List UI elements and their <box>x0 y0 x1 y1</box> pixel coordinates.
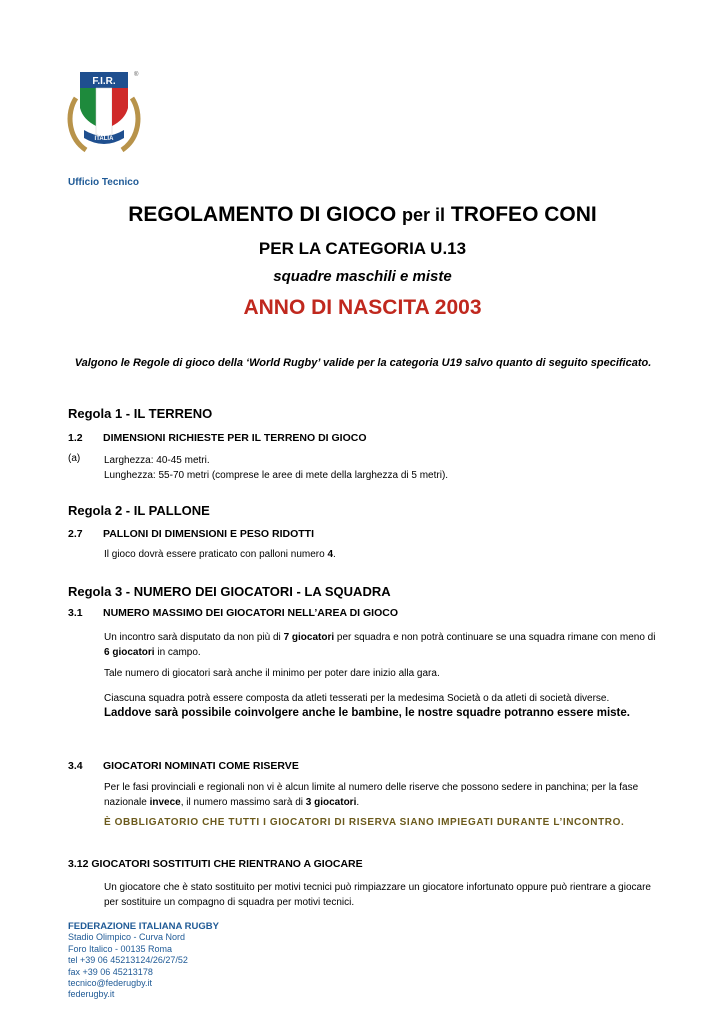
rule1-text: Larghezza: 40-45 metri. Lunghezza: 55-70 metri (comprese le aree di mete della larghezza di 5 metri). <box>104 455 449 481</box>
rule2-subheading: 2.7 PALLONI DI DIMENSIONI E PESO RIDOTTI <box>68 528 314 540</box>
rule1-subheading: 1.2 DIMENSIONI RICHIESTE PER IL TERRENO DI GIOCO <box>68 432 367 444</box>
rule2-heading: Regola 2 - IL PALLONE <box>68 503 210 518</box>
rule3-1-para2: Tale numero di giocatori sarà anche il minimo per poter dare inizio alla gara. <box>104 668 440 679</box>
intro-text: Valgono le Regole di gioco della ‘World Rugby’ valide per la categoria U19 salvo quanto di seguito specificato. <box>74 357 652 369</box>
doc-subtitle-teams: squadre maschili e miste <box>273 268 452 285</box>
rule3-heading: Regola 3 - NUMERO DEI GIOCATORI - LA SQUADRA <box>68 584 391 599</box>
rule3-1-subheading: 3.1 NUMERO MASSIMO DEI GIOCATORI NELL’AREA DI GIOCO <box>68 607 398 619</box>
footer-tel: tel +39 06 45213124/26/27/52 <box>68 955 188 966</box>
doc-subtitle-category: PER LA CATEGORIA U.13 <box>258 239 467 258</box>
rule3-4-para1: Per le fasi provinciali e regionali non vi è alcun limite al numero delle riserve che possono sedere in panchina; per la fase nazionale invece, il numero massimo sarà di 3 giocatori. <box>104 782 639 808</box>
doc-birth-year: ANNO DI NASCITA 2003 <box>243 296 482 319</box>
footer-address2: Foro Italico - 00135 Roma <box>68 943 173 954</box>
rule3-12-subheading: 3.12 GIOCATORI SOSTITUITI CHE RIENTRANO A GIOCARE <box>68 858 363 870</box>
rule3-4-mandatory-notice: È OBBLIGATORIO CHE TUTTI I GIOCATORI DI RISERVA SIANO IMPIEGATI DURANTE L’INCONTRO. <box>104 817 625 828</box>
office-label: Ufficio Tecnico <box>68 177 139 188</box>
rule1-item-label: (a) <box>68 453 81 464</box>
svg-text:ITALIA: ITALIA <box>94 136 114 142</box>
rule3-1-para3: Ciascuna squadra potrà essere composta da atleti tesserati per la medesima Società o da atleti di società diverse. Laddove sarà possibile coinvolgere anche le bambine, le nostre squadre potranno essere miste. <box>104 693 630 719</box>
rule2-text: Il gioco dovrà essere praticato con palloni numero 4. <box>104 549 336 560</box>
rule3-4-subheading: 3.4 GIOCATORI NOMINATI COME RISERVE <box>68 760 299 772</box>
footer-contacts <box>68 921 219 1001</box>
footer-org: FEDERAZIONE ITALIANA RUGBY <box>68 921 219 932</box>
rule3-12-para: Un giocatore che è stato sostituito per motivi tecnici può rimpiazzare un giocatore infortunato oppure può rientrare a giocare per sostituire un compagno di squadra per motivi tecnici. <box>104 882 651 908</box>
svg-text:F.I.R.: F.I.R. <box>92 76 116 87</box>
footer-email[interactable]: tecnico@federugby.it <box>68 978 153 989</box>
fir-logo <box>66 68 142 160</box>
svg-text:®: ® <box>134 72 139 78</box>
rule3-1-para1: Un incontro sarà disputato da non più di 7 giocatori per squadra e non potrà continuare se una squadra rimane con meno di 6 giocatori in campo. <box>104 632 656 658</box>
footer-address1: Stadio Olimpico - Curva Nord <box>68 932 186 943</box>
rule1-heading: Regola 1 - IL TERRENO <box>68 406 213 421</box>
doc-title: REGOLAMENTO DI GIOCO per il TROFEO CONI <box>128 203 597 226</box>
footer-website[interactable]: federugby.it <box>68 989 115 1000</box>
footer-fax: fax +39 06 45213178 <box>68 966 153 977</box>
